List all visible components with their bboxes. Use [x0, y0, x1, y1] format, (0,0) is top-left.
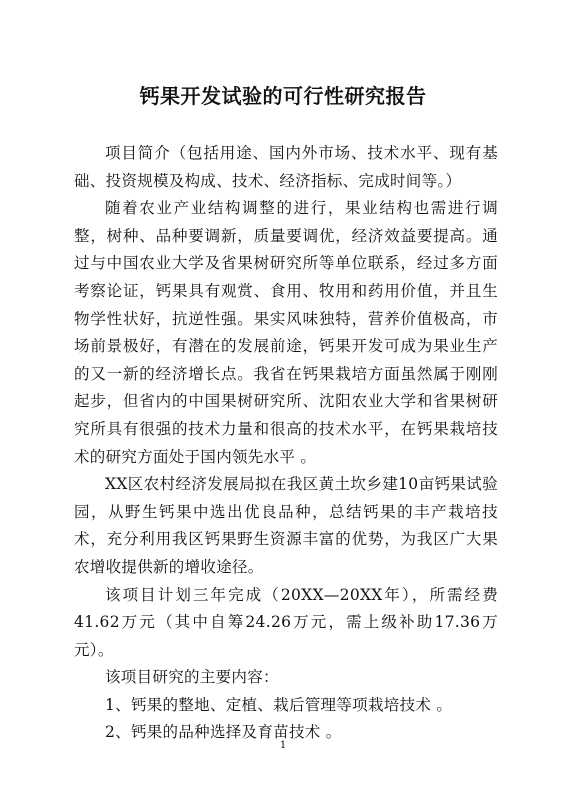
list-item-1: 1、钙果的整地、定植、栽后管理等项栽培技术 。	[105, 695, 453, 714]
list-item-2: 2、钙果的品种选择及育苗技术 。	[105, 723, 342, 742]
paragraph-plan: XX区农村经济发展局拟在我区黄土坎乡建10亩钙果试验园，从野生钙果中选出优良品种，总结钙果的丰产栽培技术，充分利用我区钙果野生资源丰富的优势，为我区广大果农增收提供新的增收途径。	[74, 475, 498, 576]
page-number: 1	[279, 740, 287, 751]
paragraph-background: 随着农业产业结构调整的进行，果业结构也需进行调整，树种、品种要调新，质量要调优，经济效益要提高。通过与中国农业大学及省果树研究所等单位联系，经过多方面考察论证，钙果具有观赏、食用、牧用和药用价值，并且生物学性状好，抗逆性强。果实风味独特，营养价值极高，市场前景极好，有潜在的发展前途，钙果开发可成为果业生产的又一新的经济增长点。我省在钙果栽培方面虽然属于刚刚起步，但省内的中国果树研究所、沈阳农业大学和省果树研究所具有很强的技术力量和很高的技术水平，在钙果栽培技术的研究方面处于国内领先水平 。	[74, 199, 498, 466]
document-body	[74, 140, 498, 747]
paragraph-budget: 该项目计划三年完成（20XX—20XX年），所需经费41.62万元（其中自筹24.26万元，需上级补助17.36万元）。	[74, 585, 498, 659]
document-title: 钙果开发试验的可行性研究报告	[139, 84, 427, 108]
paragraph-content-heading: 该项目研究的主要内容：	[105, 668, 279, 687]
paragraph-project-summary: 项目简介（包括用途、国内外市场、技术水平、现有基础、投资规模及构成、技术、经济指标、完成时间等。）	[74, 144, 498, 190]
